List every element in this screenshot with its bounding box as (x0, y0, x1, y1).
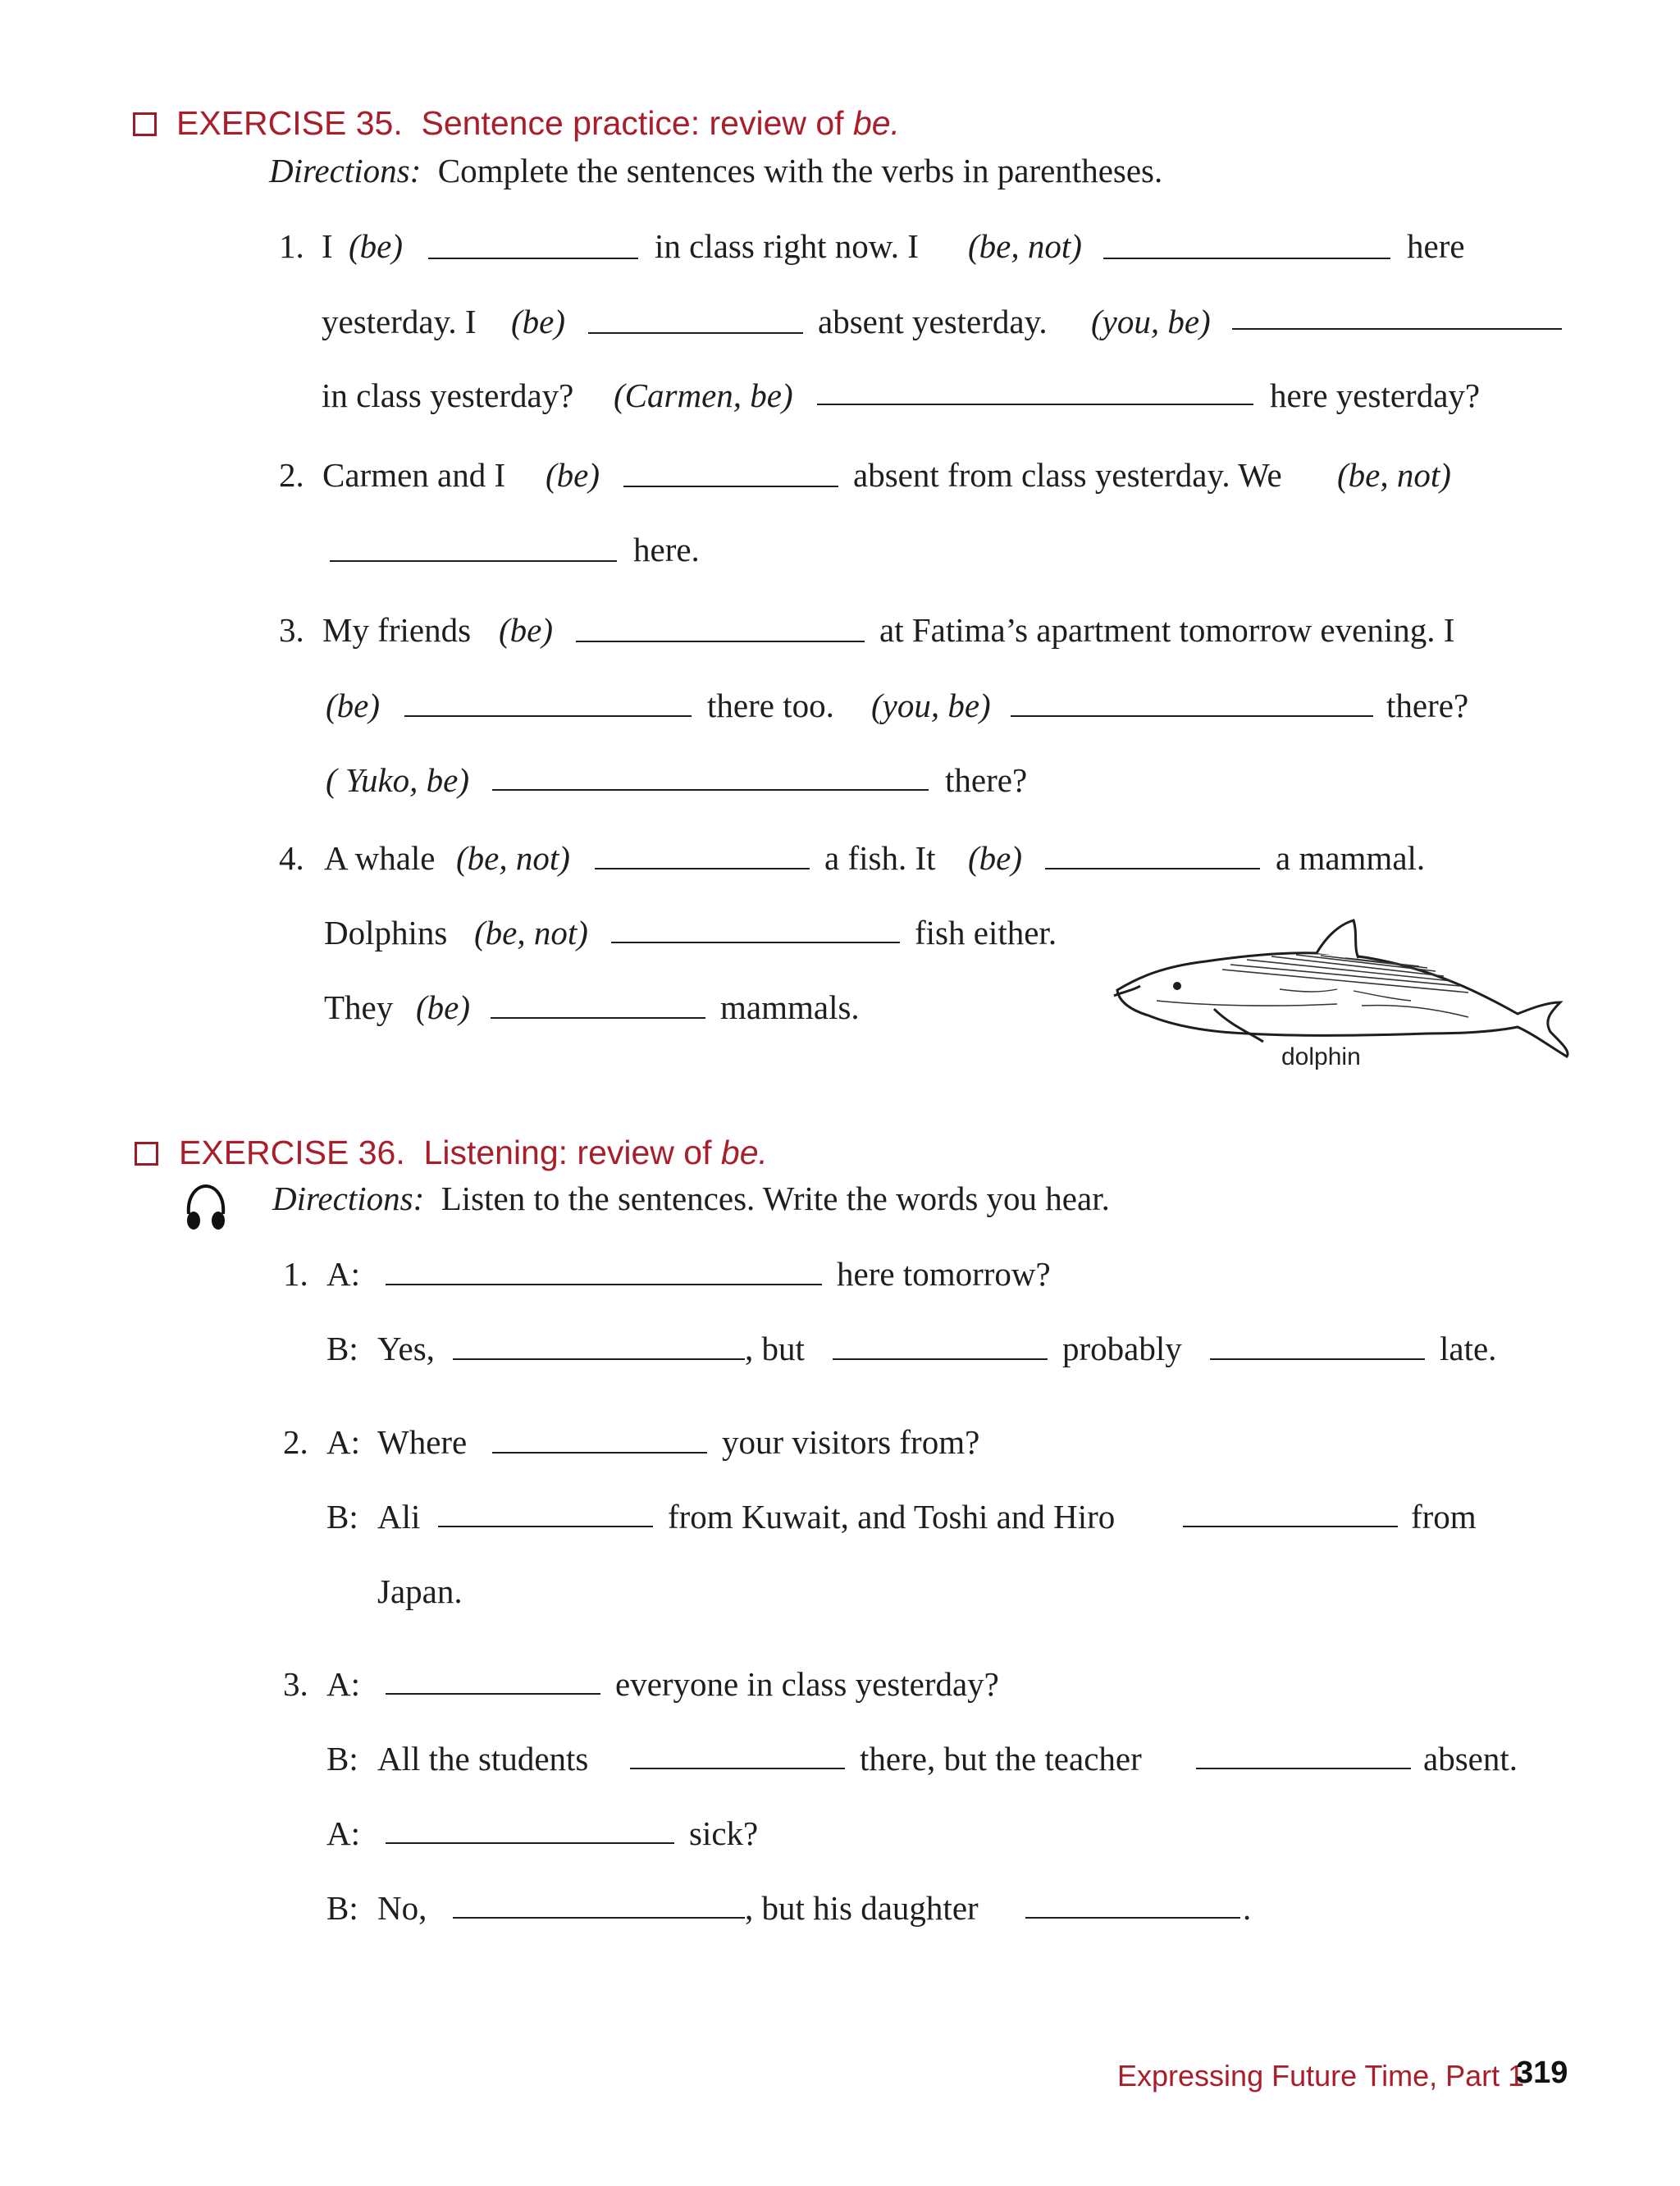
answer-blank[interactable] (1232, 328, 1562, 330)
answer-blank[interactable] (330, 560, 617, 562)
dialogue-text: Ali (377, 1498, 421, 1536)
answer-blank[interactable] (386, 1693, 600, 1695)
exercise-35-title: Sentence practice: review of (421, 104, 844, 142)
directions-text: Complete the sentences with the verbs in parentheses. (437, 152, 1163, 189)
answer-blank[interactable] (438, 1526, 653, 1527)
sentence-text: here. (633, 531, 700, 568)
dialogue-text: there, but the teacher (860, 1740, 1142, 1778)
verb-cue: (be) (499, 611, 554, 649)
sentence-text: there too. (707, 687, 834, 724)
dialogue-text: absent. (1423, 1740, 1518, 1778)
answer-blank[interactable] (1196, 1768, 1411, 1769)
speaker-label: A: (326, 1814, 360, 1852)
sentence-text: mammals. (720, 988, 860, 1026)
verb-cue: (be, not) (968, 227, 1082, 265)
answer-blank[interactable] (817, 404, 1253, 405)
verb-cue: (be) (511, 303, 566, 340)
exercise-35-checkbox[interactable] (133, 112, 157, 136)
verb-cue: (you, be) (1091, 303, 1211, 340)
exercise-35-title-emphasis: be. (852, 104, 900, 142)
item-number: 2. (279, 456, 304, 494)
dialogue-text: Japan. (377, 1572, 463, 1610)
answer-blank[interactable] (1183, 1526, 1398, 1527)
dialogue-text: Yes, (377, 1330, 435, 1367)
sentence-text: They (324, 988, 394, 1026)
answer-blank[interactable] (386, 1842, 674, 1844)
verb-cue: (be) (546, 456, 600, 494)
exercise-35-label: EXERCISE 35. (176, 104, 403, 142)
answer-blank[interactable] (595, 868, 810, 869)
dialogue-text: sick? (689, 1814, 759, 1852)
sentence-text: A whale (324, 839, 436, 877)
dialogue-text: All the students (377, 1740, 589, 1778)
sentence-text: yesterday. I (322, 303, 477, 340)
item-number: 4. (279, 839, 304, 877)
speaker-label: B: (326, 1889, 358, 1927)
dialogue-text: , but (745, 1330, 805, 1367)
exercise-36-label: EXERCISE 36. (179, 1134, 405, 1171)
sentence-text: in class right now. I (655, 227, 919, 265)
dialogue-text: late. (1440, 1330, 1497, 1367)
sentence-text: a mammal. (1276, 839, 1426, 877)
answer-blank[interactable] (428, 258, 638, 259)
directions-label: Directions: (269, 152, 422, 189)
answer-blank[interactable] (630, 1768, 845, 1769)
answer-blank[interactable] (1210, 1358, 1425, 1360)
exercise-36-title: Listening: review of (423, 1134, 712, 1171)
speaker-label: A: (326, 1255, 360, 1293)
sentence-text: My friends (322, 611, 472, 649)
sentence-text: I (322, 227, 333, 265)
sentence-text: Dolphins (324, 914, 448, 952)
exercise-35-directions (269, 151, 1162, 190)
verb-cue: (be) (349, 227, 404, 265)
answer-blank[interactable] (623, 486, 838, 487)
headphones-icon[interactable] (182, 1181, 230, 1235)
exercise-36-directions (272, 1179, 1110, 1218)
sentence-text: absent from class yesterday. We (853, 456, 1282, 494)
answer-blank[interactable] (491, 1017, 705, 1019)
verb-cue: (Carmen, be) (614, 377, 793, 414)
verb-cue: ( Yuko, be) (326, 761, 469, 799)
answer-blank[interactable] (1011, 715, 1373, 717)
sentence-text: there? (1386, 687, 1469, 724)
exercise-36-heading (179, 1134, 768, 1172)
sentence-text: a fish. It (824, 839, 936, 877)
item-number: 3. (283, 1665, 308, 1703)
exercise-36-checkbox[interactable] (135, 1142, 158, 1166)
answer-blank[interactable] (453, 1358, 745, 1360)
dialogue-text: from (1411, 1498, 1477, 1536)
answer-blank[interactable] (833, 1358, 1048, 1360)
verb-cue: (be) (968, 839, 1023, 877)
sentence-text: Carmen and I (322, 456, 506, 494)
answer-blank[interactable] (453, 1917, 745, 1919)
answer-blank[interactable] (576, 641, 865, 642)
answer-blank[interactable] (611, 942, 900, 943)
dialogue-text: Where (377, 1423, 468, 1461)
answer-blank[interactable] (386, 1284, 822, 1285)
exercise-35-heading (176, 104, 900, 143)
item-number: 3. (279, 611, 304, 649)
dialogue-text: , but his daughter (745, 1889, 979, 1927)
sentence-text: at Fatima’s apartment tomorrow evening. I (879, 611, 1455, 649)
sentence-text: there? (945, 761, 1028, 799)
answer-blank[interactable] (492, 1452, 707, 1454)
speaker-label: B: (326, 1498, 358, 1536)
dialogue-text: everyone in class yesterday? (615, 1665, 999, 1703)
verb-cue: (be, not) (474, 914, 588, 952)
speaker-label: B: (326, 1330, 358, 1367)
exercise-36-title-emphasis: be. (720, 1134, 768, 1171)
verb-cue: (be) (326, 687, 381, 724)
item-number: 1. (283, 1255, 308, 1293)
verb-cue: (be, not) (1337, 456, 1451, 494)
footer-chapter-title: Expressing Future Time, Part 1 (1117, 2059, 1525, 2092)
dialogue-text: here tomorrow? (837, 1255, 1051, 1293)
sentence-text: fish either. (915, 914, 1057, 952)
answer-blank[interactable] (1045, 868, 1260, 869)
sentence-text: here yesterday? (1270, 377, 1481, 414)
directions-text: Listen to the sentences. Write the words you hear. (441, 1180, 1110, 1217)
answer-blank[interactable] (588, 332, 803, 334)
item-number: 2. (283, 1423, 308, 1461)
dolphin-caption: dolphin (1281, 1043, 1361, 1070)
verb-cue: (be, not) (456, 839, 570, 877)
dialogue-text: . (1243, 1889, 1252, 1927)
answer-blank[interactable] (1025, 1917, 1240, 1919)
verb-cue: (be) (416, 988, 471, 1026)
sentence-text: here (1407, 227, 1465, 265)
dialogue-text: from Kuwait, and Toshi and Hiro (668, 1498, 1116, 1536)
answer-blank[interactable] (492, 789, 929, 791)
page-number: 319 (1516, 2056, 1568, 2090)
answer-blank[interactable] (1103, 258, 1390, 259)
answer-blank[interactable] (404, 715, 692, 717)
sentence-text: in class yesterday? (322, 377, 574, 414)
dialogue-text: probably (1062, 1330, 1182, 1367)
speaker-label: B: (326, 1740, 358, 1778)
speaker-label: A: (326, 1665, 360, 1703)
sentence-text: absent yesterday. (818, 303, 1048, 340)
item-number: 1. (279, 227, 304, 265)
speaker-label: A: (326, 1423, 360, 1461)
dialogue-text: No, (377, 1889, 427, 1927)
directions-label: Directions: (272, 1180, 425, 1217)
verb-cue: (you, be) (871, 687, 991, 724)
dialogue-text: your visitors from? (722, 1423, 980, 1461)
